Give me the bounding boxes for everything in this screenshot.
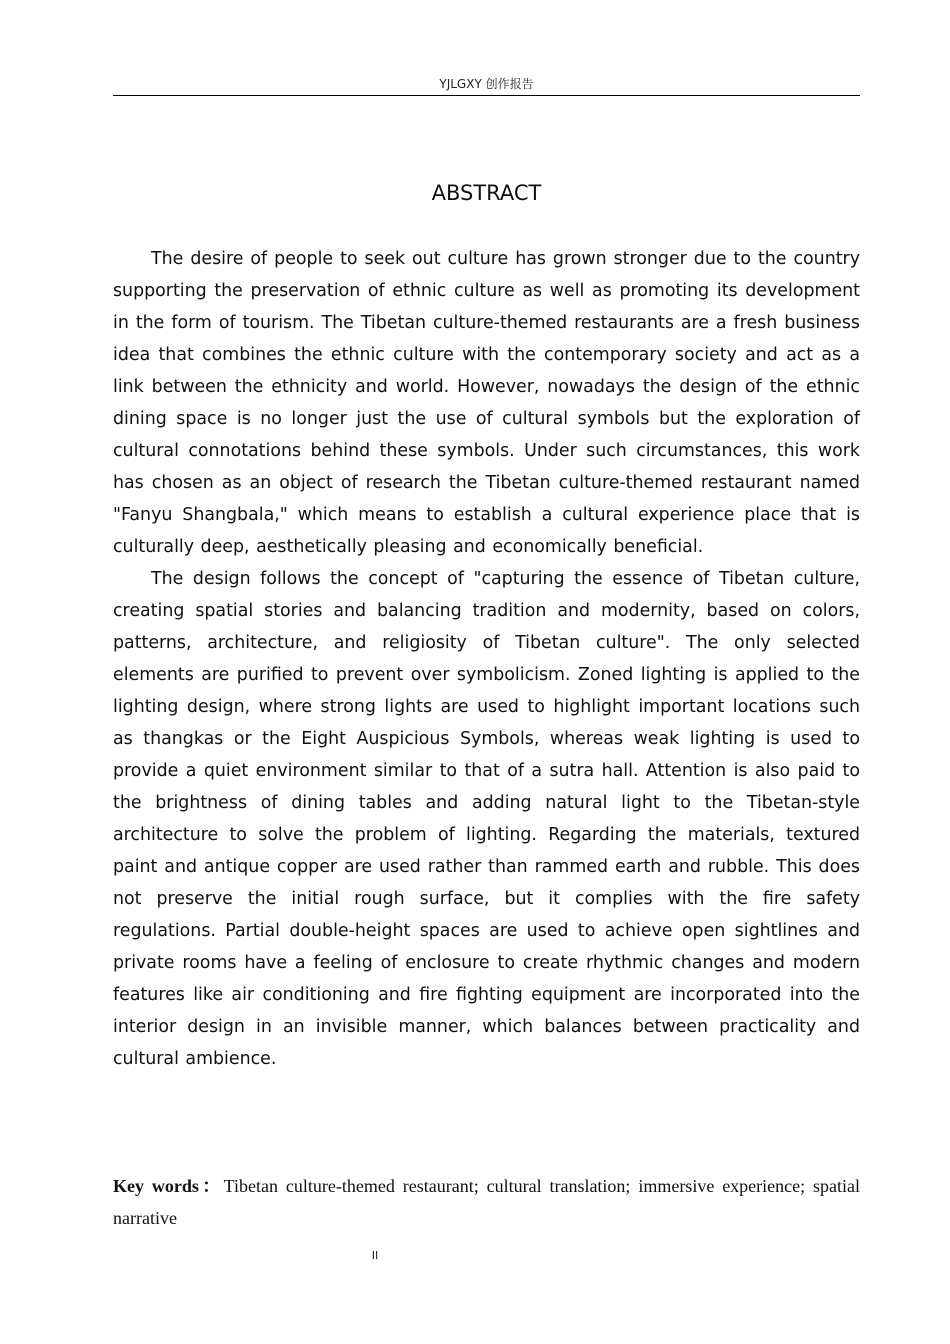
abstract-paragraph-2: The design follows the concept of "capturing the essence of Tibetan culture, creating spatial stories and balancing tradition and modernity, based on colors, patterns, architecture, and religiosity of Tibetan culture". The only selected elements are purified to prevent over symbolicism. Zoned lighting is applied to the lighting design, where strong lights are used to highlight important locations such as thangkas or the Eight Auspicious Symbols, whereas weak lighting is used to provide a quiet environment similar to that of a sutra hall. Attention is also paid to the brightness of dining tables and adding natural light to the Tibetan-style architecture to solve the problem of lighting. Regarding the materials, textured paint and antique copper are used rather than rammed earth and rubble. This does not preserve the initial rough surface, but it complies with the fire safety regulations. Partial double-height spaces are used to achieve open sightlines and private rooms have a feeling of enclosure to create rhythmic changes and modern features like air conditioning and fire fighting equipment are incorporated into the interior design in an invisible manner, which balances between practicality and cultural ambience. [113, 569, 860, 1069]
abstract-body [113, 243, 860, 1075]
keywords-label: Key words： [113, 1176, 224, 1196]
abstract-title: ABSTRACT [431, 181, 542, 205]
abstract-paragraph-1: The desire of people to seek out culture has grown stronger due to the country supporting the preservation of ethnic culture as well as promoting its development in the form of tourism. The Tibetan culture-themed restaurants are a fresh business idea that combines the ethnic culture with the contemporary society and act as a link between the ethnicity and world. However, nowadays the design of the ethnic dining space is no longer just the use of cultural symbols but the exploration of cultural connotations behind these symbols. Under such circumstances, this work has chosen as an object of research the Tibetan culture-themed restaurant named "Fanyu Shangbala," which means to establish a cultural experience place that is culturally deep, aesthetically pleasing and economically beneficial. [113, 249, 860, 557]
header-text: YJLGXY 创作报告 [439, 77, 534, 91]
keywords-text: Tibetan culture-themed restaurant; cultural translation; immersive experience; spatial narrative [113, 1176, 861, 1228]
page-header [113, 76, 860, 96]
page-number: II [371, 1249, 379, 1262]
keywords-section [113, 1170, 860, 1234]
